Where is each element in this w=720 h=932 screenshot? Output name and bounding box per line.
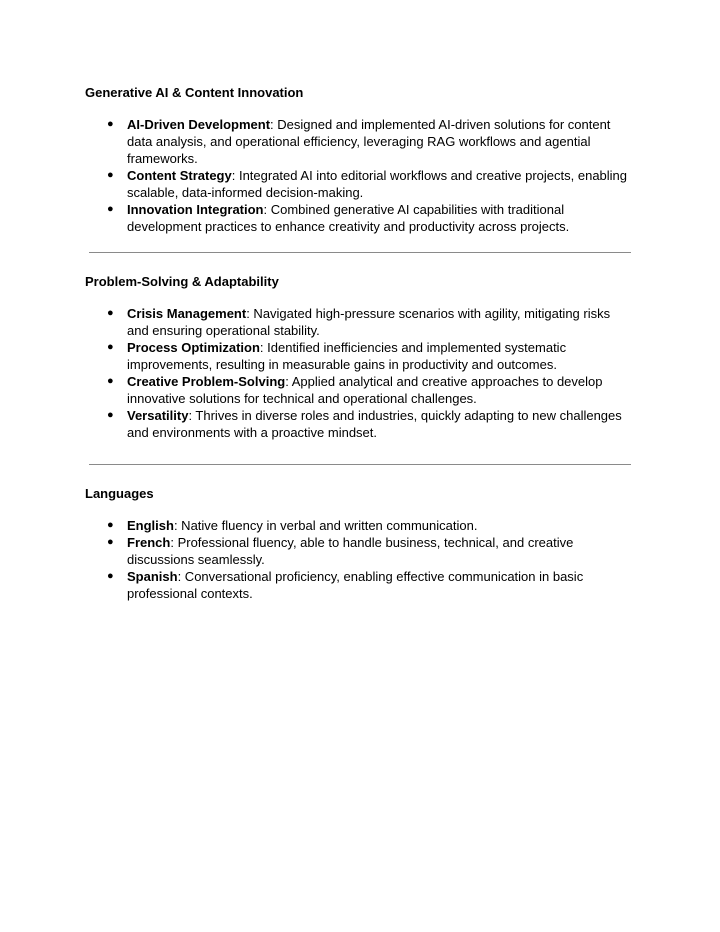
bullet-term: Process Optimization <box>127 340 260 355</box>
bullet-icon: ● <box>107 341 114 353</box>
bullet-list <box>85 116 634 235</box>
bullet-icon: ● <box>107 375 114 387</box>
bullet-term: AI-Driven Development <box>127 117 271 132</box>
list-item <box>85 517 634 534</box>
bullet-text: : Integrated AI into editorial workflows and creative projects, enabling scalable, data-informed decision-making. <box>127 168 628 200</box>
bullet-term: Content Strategy <box>127 168 232 183</box>
bullet-text: : Combined generative AI capabilities with traditional development practices to enhance creativity and productivity across projects. <box>127 202 570 234</box>
bullet-icon: ● <box>107 307 114 319</box>
bullet-list <box>85 517 634 602</box>
list-item <box>85 116 634 167</box>
list-item <box>85 339 634 373</box>
list-item <box>85 373 634 407</box>
bullet-text: : Applied analytical and creative approaches to develop innovative solutions for technical and operational challenges. <box>127 374 603 406</box>
bullet-term: Creative Problem-Solving <box>127 374 286 389</box>
bullet-term: Crisis Management <box>127 306 247 321</box>
bullet-icon: ● <box>107 203 114 215</box>
list-item <box>85 534 634 568</box>
bullet-icon: ● <box>107 169 114 181</box>
bullet-icon: ● <box>107 536 114 548</box>
bullet-text: : Identified inefficiencies and implemented systematic improvements, resulting in measurable gains in productivity and outcomes. <box>127 340 567 372</box>
section-title: Generative AI & Content Innovation <box>85 85 304 100</box>
bullet-term: French <box>127 535 171 550</box>
section-languages <box>85 485 634 602</box>
section-title: Problem-Solving & Adaptability <box>85 274 279 289</box>
bullet-icon: ● <box>107 118 114 130</box>
list-item <box>85 568 634 602</box>
section-title: Languages <box>85 486 154 501</box>
bullet-text: : Navigated high-pressure scenarios with agility, mitigating risks and ensuring operational stability. <box>127 306 611 338</box>
bullet-text: : Designed and implemented AI-driven solutions for content data analysis, and operational efficiency, leveraging RAG workflows and agential frameworks. <box>127 117 611 166</box>
bullet-list <box>85 305 634 441</box>
bullet-icon: ● <box>107 570 114 582</box>
bullet-term: Spanish <box>127 569 178 584</box>
bullet-text: : Professional fluency, able to handle business, technical, and creative discussions seamlessly. <box>127 535 574 567</box>
section-divider <box>89 464 631 465</box>
section-problem-solving <box>85 273 634 441</box>
bullet-icon: ● <box>107 519 114 531</box>
list-item <box>85 305 634 339</box>
bullet-term: English <box>127 518 174 533</box>
bullet-term: Innovation Integration <box>127 202 264 217</box>
bullet-text: : Thrives in diverse roles and industries, quickly adapting to new challenges and environments with a proactive mindset. <box>127 408 622 440</box>
list-item <box>85 201 634 235</box>
bullet-icon: ● <box>107 409 114 421</box>
bullet-term: Versatility <box>127 408 189 423</box>
list-item <box>85 167 634 201</box>
bullet-text: : Native fluency in verbal and written communication. <box>173 518 478 533</box>
section-divider <box>89 252 631 253</box>
section-generative-ai <box>85 84 634 235</box>
bullet-text: : Conversational proficiency, enabling effective communication in basic professional contexts. <box>127 569 584 601</box>
list-item <box>85 407 634 441</box>
